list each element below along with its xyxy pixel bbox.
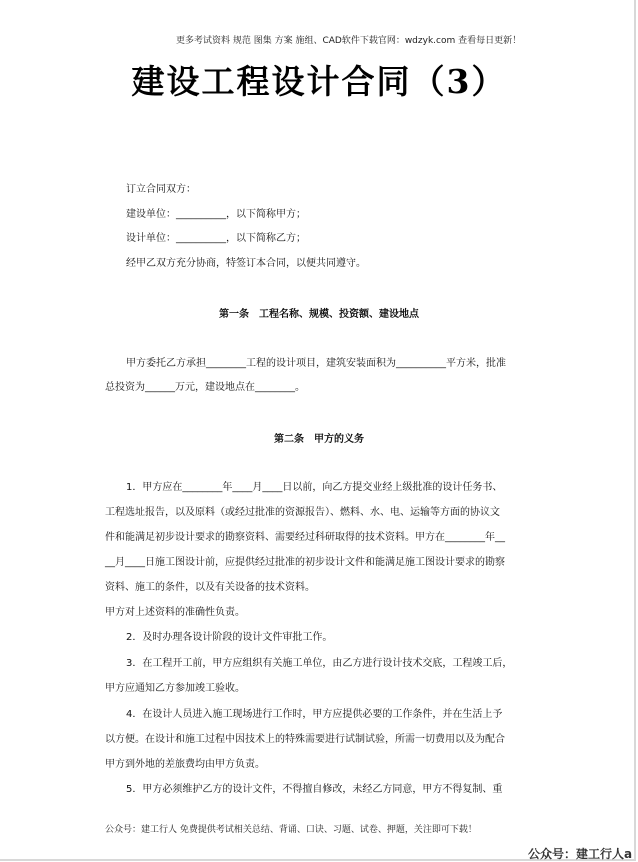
article2-responsibility: 甲方对上述资料的准确性负责。 — [105, 607, 245, 618]
article1-heading: 第一条 工程名称、规模、投资额、建设地点 — [219, 309, 419, 320]
article2-item1-line: __月____日施工图设计前，应提供经过批准的初步设计文件和能满足施工图设计要求的勘察 — [105, 557, 505, 568]
page-title: 建设工程设计合同（3） — [131, 62, 507, 101]
article2-item4-line: 以方便。在设计和施工过程中因技术上的特殊需要进行试制试验，所需一切费用以及为配合 — [105, 734, 505, 745]
intro-designer: 设计单位：__________，以下简称乙方； — [126, 233, 306, 244]
article2-item1-line: 工程选址报告，以及原料（或经过批准的资源报告）、燃料、水、电、运输等方面的协议文 — [105, 507, 500, 518]
intro-parties: 订立合同双方： — [126, 184, 196, 195]
intro-agreement: 经甲乙双方充分协商，特签订本合同，以便共同遵守。 — [126, 258, 366, 269]
footer-note: 公众号：建工行人 免费提供考试相关总结、背诵、口诀、习题、试卷、押题，关注即可下载！ — [105, 825, 477, 835]
article2-item1-line: 件和能满足初步设计要求的勘察资料、需要经过科研取得的技术资料。甲方在________年__ — [105, 532, 505, 543]
article2-item4-line: 4．在设计人员进入施工现场进行工作时，甲方应提供必要的工作条件，并在生活上予 — [126, 709, 503, 720]
intro-builder: 建设单位：__________，以下简称甲方； — [126, 209, 306, 220]
article2-item2: 2．及时办理各设计阶段的设计文件审批工作。 — [126, 632, 333, 643]
article2-item3-line: 3．在工程开工前，甲方应组织有关施工单位，由乙方进行设计技术交底，工程竣工后， — [126, 658, 513, 669]
watermark: 公众号：建工行人a — [528, 847, 633, 861]
article2-item1-line: 1．甲方应在________年____月____日以前，向乙方提交业经上级批准的设计任务书、 — [126, 482, 503, 493]
article1-line: 甲方委托乙方承担________工程的设计项目，建筑安装面积为__________平方米，批准 — [126, 358, 506, 369]
article2-item4-line: 甲方到外地的差旅费均由甲方负责。 — [105, 759, 265, 770]
header-notice: 更多考试资料 规范 图集 方案 施组、CAD软件下载官网：wdzyk.com 查看每日更新！ — [176, 36, 522, 46]
article2-item3-line: 甲方应通知乙方参加竣工验收。 — [105, 683, 245, 694]
article2-heading: 第二条 甲方的义务 — [274, 434, 364, 445]
article1-line: 总投资为______万元，建设地点在________。 — [105, 382, 305, 393]
article2-item1-line: 资料、施工的条件，以及有关设备的技术资料。 — [105, 582, 315, 593]
article2-item5: 5．甲方必须维护乙方的设计文件，不得擅自修改，未经乙方同意，甲方不得复制、重 — [126, 784, 503, 795]
